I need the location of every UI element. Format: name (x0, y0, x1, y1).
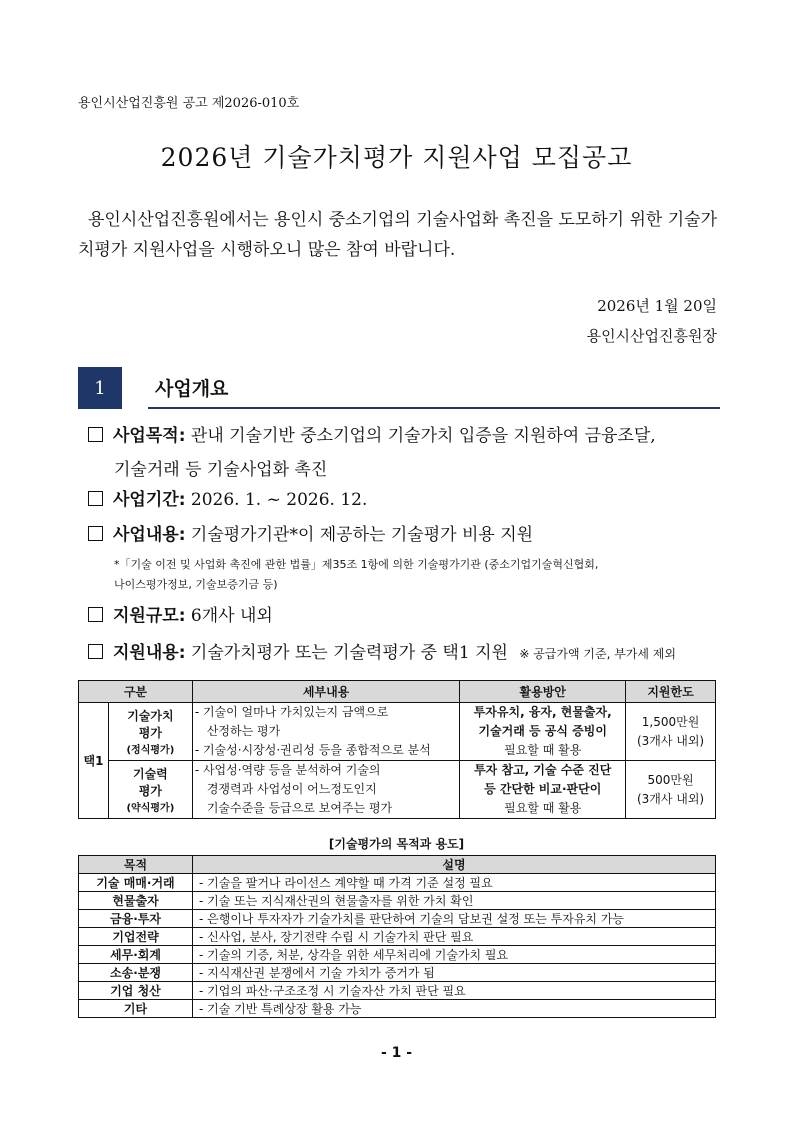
table-row (79, 928, 716, 946)
limit-amount: 1,500만원 (641, 714, 700, 729)
page-number: - 1 - (380, 1045, 413, 1061)
description-cell: - 기업의 파산·구조조정 시 기술자산 가치 판단 필요 (193, 982, 716, 1000)
support-item (88, 640, 676, 668)
purpose-table-header (79, 856, 716, 874)
table-row (79, 703, 716, 761)
use-line: 등 간단한 비교·판단이 (484, 782, 602, 796)
purpose-cell: 소송·분쟁 (79, 964, 193, 982)
table-row (79, 946, 716, 964)
detail-line: - 사업성·역량 등을 분석하여 기술의 (194, 763, 381, 777)
header-description: 설명 (193, 856, 716, 874)
checkbox-square-icon (88, 644, 103, 659)
row-name: 기술력 (132, 767, 168, 781)
support-table-header (79, 681, 716, 703)
scale-text: 6개사 내외 (190, 606, 273, 626)
footnote-line-1: *「기술 이전 및 사업화 촉진에 관한 법률」제35조 1항에 의한 기술평가기관 (중소기업기술혁신협회, (114, 558, 599, 571)
detail-line: 경쟁력과 사업성이 어느정도인지 (206, 782, 377, 796)
detail-line: 산정하는 평가 (206, 724, 281, 738)
limit-count: (3개사 내외) (636, 791, 705, 806)
checkbox-square-icon (88, 427, 103, 442)
scale-item (88, 603, 273, 630)
period-item (88, 487, 367, 514)
row-use-cell (460, 703, 626, 761)
purpose-cell: 세무·회계 (79, 946, 193, 964)
limit-count: (3개사 내외) (636, 733, 705, 748)
purpose-cell: 기업 청산 (79, 982, 193, 1000)
group-label: 택1 (79, 703, 109, 819)
notice-number: 용인시산업진흥원 공고 제2026-010호 (78, 96, 300, 111)
use-line: 투자 참고, 기술 수준 진단 (474, 763, 612, 777)
content-item (88, 522, 533, 549)
detail-line: - 기술이 얼마나 가치있는지 금액으로 (194, 705, 389, 719)
purpose-label: 사업목적: (113, 426, 186, 446)
purpose-cell: 현물출자 (79, 892, 193, 910)
header-detail: 세부내용 (192, 681, 460, 703)
description-cell: - 기술을 팔거나 라이선스 계약할 때 가격 기준 설정 필요 (193, 874, 716, 892)
description-cell: - 지식재산권 분쟁에서 기술 가치가 증거가 됨 (193, 964, 716, 982)
issuer: 용인시산업진흥원장 (586, 327, 717, 345)
limit-amount: 500만원 (647, 772, 694, 787)
scale-label: 지원규모: (113, 606, 186, 626)
section-number-badge: 1 (78, 367, 122, 409)
description-cell: - 기술 또는 지식재산권의 현물출자를 위한 가치 확인 (193, 892, 716, 910)
purpose-item (88, 423, 656, 450)
row-subname: (정식평가) (126, 745, 175, 756)
table-row (79, 964, 716, 982)
description-cell: - 은행이나 투자자가 기술가치를 판단하여 기술의 담보권 설정 또는 투자유치 가능 (193, 910, 716, 928)
table-row (79, 761, 716, 819)
section-title: 사업개요 (155, 378, 229, 400)
purpose-cell: 기타 (79, 1000, 193, 1018)
header-use: 활용방안 (460, 681, 626, 703)
table-row (79, 982, 716, 1000)
purpose-table-caption: [기술평가의 목적과 용도] (328, 837, 465, 851)
page-title: 2026년 기술가치평가 지원사업 모집공고 (160, 143, 633, 172)
checkbox-square-icon (88, 526, 103, 541)
description-cell: - 신사업, 분사, 장기전략 수립 시 기술가치 판단 필요 (193, 928, 716, 946)
use-line: 필요할 때 활용 (504, 801, 582, 815)
content-label: 사업내용: (113, 525, 186, 545)
checkbox-square-icon (88, 491, 103, 506)
table-row (79, 892, 716, 910)
detail-line: - 기술성·시장성·권리성 등을 종합적으로 분석 (194, 743, 431, 757)
use-line: 투자유치, 융자, 현물출자, (473, 705, 612, 719)
intro-text: 용인시산업진흥원에서는 용인시 중소기업의 기술사업화 촉진을 도모하기 위한 기술가치평가 지원사업을 시행하오니 많은 참여 바랍니다. (78, 210, 718, 260)
row-name-cell (108, 703, 192, 761)
purpose-table (78, 855, 716, 1018)
table-row (79, 1000, 716, 1018)
row-use-cell (460, 761, 626, 819)
row-name: 평가 (138, 726, 162, 740)
table-row (79, 910, 716, 928)
use-line: 필요할 때 활용 (504, 743, 582, 757)
support-note: ※ 공급가액 기준, 부가세 제외 (519, 647, 676, 661)
purpose-cell: 금융·투자 (79, 910, 193, 928)
header-category: 구분 (79, 681, 193, 703)
purpose-continuation: 기술거래 등 기술사업화 촉진 (114, 460, 328, 480)
row-detail-cell (192, 703, 460, 761)
row-name-cell (108, 761, 192, 819)
description-cell: - 기술의 기증, 처분, 상각을 위한 세무처리에 기술가치 필요 (193, 946, 716, 964)
footnote-line-2: 나이스평가정보, 기술보증기금 등) (114, 578, 278, 591)
support-text: 기술가치평가 또는 기술력평가 중 택1 지원 (190, 643, 508, 663)
row-name: 기술가치 (127, 709, 174, 723)
content-text: 기술평가기관*이 제공하는 기술평가 비용 지원 (190, 525, 534, 545)
row-limit-cell (626, 703, 716, 761)
support-table (78, 680, 716, 819)
table-row (79, 874, 716, 892)
checkbox-square-icon (88, 607, 103, 622)
header-purpose: 목적 (79, 856, 193, 874)
row-name: 평가 (138, 784, 162, 798)
use-line: 기술거래 등 공식 증빙이 (478, 724, 607, 738)
row-limit-cell (626, 761, 716, 819)
detail-line: 기술수준을 등급으로 보여주는 평가 (206, 801, 393, 815)
description-cell: - 기술 기반 특례상장 활용 가능 (193, 1000, 716, 1018)
period-label: 사업기간: (113, 490, 186, 510)
section-divider (148, 407, 720, 409)
purpose-cell: 기술 매매·거래 (79, 874, 193, 892)
row-detail-cell (192, 761, 460, 819)
row-subname: (약식평가) (126, 803, 175, 814)
purpose-cell: 기업전략 (79, 928, 193, 946)
header-limit: 지원한도 (626, 681, 716, 703)
support-label: 지원내용: (113, 643, 186, 663)
purpose-text: 관내 기술기반 중소기업의 기술가치 입증을 지원하여 금융조달, (190, 426, 656, 446)
period-text: 2026. 1. ~ 2026. 12. (190, 490, 368, 510)
notice-date: 2026년 1월 20일 (597, 297, 717, 315)
